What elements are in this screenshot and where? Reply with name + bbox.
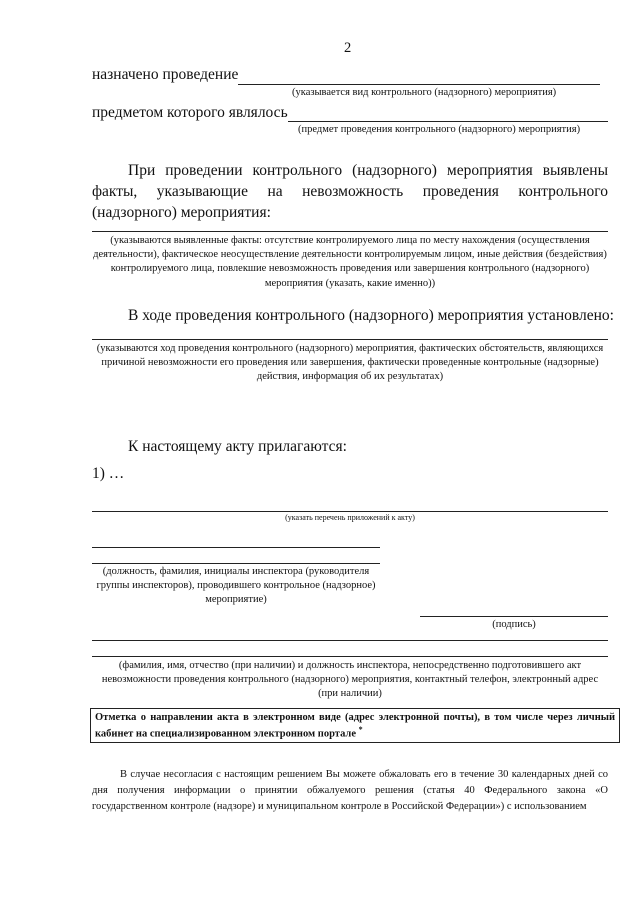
assigned-line[interactable] [238,84,600,85]
signature-line[interactable] [420,616,608,617]
preparer-line-2[interactable] [92,656,608,657]
preparer-line-1[interactable] [92,640,608,641]
preparer-caption: (фамилия, имя, отчество (при наличии) и должность инспектора, непосредственно подготовившего акт невозможности проведения контрольного (надзорного) мероприятия, контактный телефон, электронный адрес (при наличии) [101,660,599,700]
established-heading: В ходе проведения контрольного (надзорного) мероприятия установлено: [128,307,614,324]
appeal-paragraph: В случае несогласия с настоящим решением Вы можете обжаловать его в течение 30 календарных дней со дня получения информации о принятии обжалуемого решения (статья 40 Федерального закона «О государственном контроле (надзоре) и муниципальном контроле в Российской Федерации») с использованием [92,769,608,812]
established-caption: (указываются ход проведения контрольного (надзорного) мероприятия, фактических обстоятельств, являющихся причиной невозможности его проведения или завершения, фактически проведенные контрольные (надзорные) действия, информация об их результатах) [96,343,604,383]
inspector-line-2[interactable] [92,563,380,564]
subject-label: предметом которого являлось [92,104,288,121]
facts-caption: (указываются выявленные факты: отсутствие контролируемого лица по месту нахождения (осуществления деятельности), фактическое неосуществление деятельности контролируемым лицом, иные действия (бездействия) контролируемого лица, повлекшие невозможность проведения или завершения контрольного (надзорного) мероприятия (указать, какие именно)) [93,235,607,289]
inspector-caption: (должность, фамилия, инициалы инспектора (руководителя группы инспекторов), проводившего контрольное (надзорное) мероприятие) [96,566,376,606]
electronic-note-mark: * [358,725,363,735]
facts-line[interactable] [92,231,608,232]
electronic-note-text: Отметка о направлении акта в электронном виде (адрес электронной почты), в том числе через личный кабинет на специализированном электронном портале [95,712,615,740]
attachments-heading: К настоящему акту прилагаются: [128,438,347,455]
assigned-label: назначено проведение [92,66,239,83]
page-number: 2 [344,40,352,56]
attachments-line[interactable] [92,511,608,512]
inspector-line-1[interactable] [92,547,380,548]
attachments-item: 1) … [92,465,125,482]
signature-caption: (подпись) [492,619,536,630]
established-line[interactable] [92,339,608,340]
subject-line[interactable] [288,121,608,122]
subject-caption: (предмет проведения контрольного (надзорного) мероприятия) [298,124,581,135]
facts-paragraph: При проведении контрольного (надзорного) мероприятия выявлены факты, указывающие на невозможность проведения контрольного (надзорного) мероприятия: [92,162,608,221]
electronic-note-box [90,708,620,743]
assigned-caption: (указывается вид контрольного (надзорного) мероприятия) [292,87,557,98]
attachments-caption: (указать перечень приложений к акту) [285,513,415,522]
